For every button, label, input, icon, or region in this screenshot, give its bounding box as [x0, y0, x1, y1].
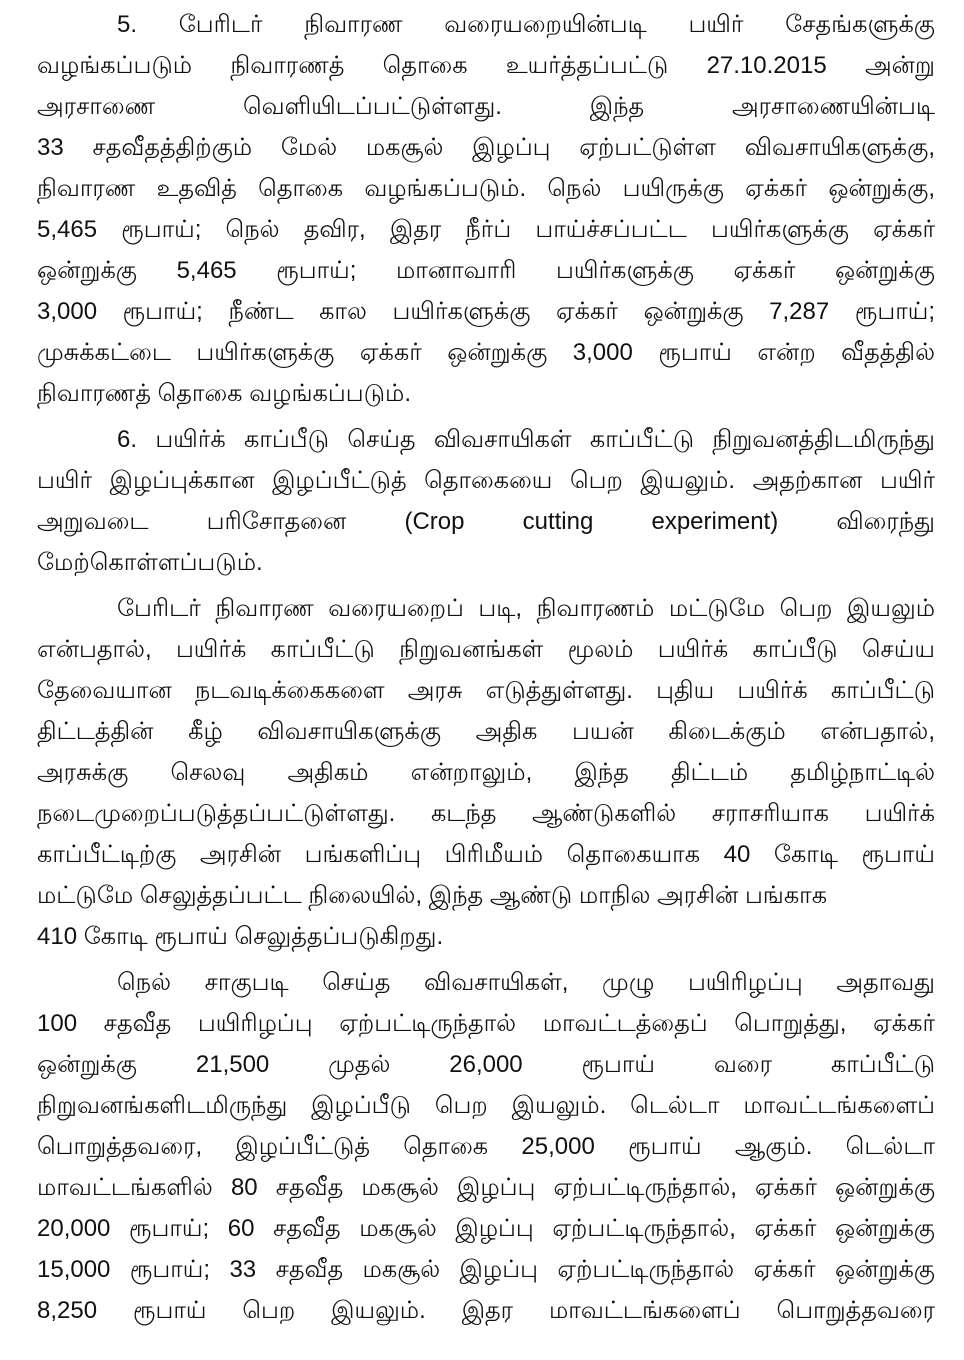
text-line: 100 சதவீத பயிரிழப்பு ஏற்பட்டிருந்தால் மாவட்டத்தைப் பொறுத்து, ஏக்கர் — [37, 1010, 935, 1037]
text-line: 3,000 ரூபாய்; நீண்ட கால பயிர்களுக்கு ஏக்கர் ஒன்றுக்கு 7,287 ரூபாய்; — [37, 298, 935, 325]
text-line: 410 கோடி ரூபாய் செலுத்தப்படுகிறது. — [37, 923, 444, 950]
text-line: முசுக்கட்டை பயிர்களுக்கு ஏக்கர் ஒன்றுக்கு 3,000 ரூபாய் என்ற வீதத்தில் — [37, 339, 935, 366]
text-line: பயிர் இழப்புக்கான இழப்பீட்டுத் தொகையை பெற இயலும். அதற்கான பயிர் — [37, 467, 935, 494]
text-line: நிறுவனங்களிடமிருந்து இழப்பீடு பெற இயலும். டெல்டா மாவட்டங்களைப் — [37, 1092, 935, 1119]
text-line: பொறுத்தவரை, இழப்பீட்டுத் தொகை 25,000 ரூபாய் ஆகும். டெல்டா — [37, 1133, 935, 1160]
text-line: ஒன்றுக்கு 5,465 ரூபாய்; மானாவாரி பயிர்களுக்கு ஏக்கர் ஒன்றுக்கு — [37, 257, 935, 284]
text-line: ஒன்றுக்கு 21,500 முதல் 26,000 ரூபாய் வரை காப்பீட்டு — [37, 1051, 935, 1078]
text-line: 8,250 ரூபாய் பெற இயலும். இதர மாவட்டங்களைப் பொறுத்தவரை — [37, 1297, 935, 1324]
text-line: காப்பீட்டிற்கு அரசின் பங்களிப்பு பிரிமீயம் தொகையாக 40 கோடி ரூபாய் — [37, 841, 935, 868]
text-line: 5,465 ரூபாய்; நெல் தவிர, இதர நீர்ப் பாய்ச்சப்பட்ட பயிர்களுக்கு ஏக்கர் — [37, 216, 935, 243]
text-line: 6. பயிர்க் காப்பீடு செய்த விவசாயிகள் காப்பீட்டு நிறுவனத்திடமிருந்து — [117, 426, 935, 453]
text-line: 33 சதவீதத்திற்கும் மேல் மகசூல் இழப்பு ஏற்பட்டுள்ள விவசாயிகளுக்கு, — [37, 134, 935, 161]
text-line: 15,000 ரூபாய்; 33 சதவீத மகசூல் இழப்பு ஏற்பட்டிருந்தால் ஏக்கர் ஒன்றுக்கு — [37, 1256, 935, 1283]
text-line: அரசுக்கு செலவு அதிகம் என்றாலும், இந்த திட்டம் தமிழ்நாட்டில் — [37, 759, 935, 786]
text-line: நிவாரண உதவித் தொகை வழங்கப்படும். நெல் பயிருக்கு ஏக்கர் ஒன்றுக்கு, — [37, 175, 935, 202]
text-line: பேரிடர் நிவாரண வரையறைப் படி, நிவாரணம் மட்டுமே பெற இயலும் — [117, 595, 935, 622]
text-line: தேவையான நடவடிக்கைகளை அரசு எடுத்துள்ளது. புதிய பயிர்க் காப்பீட்டு — [37, 677, 935, 704]
text-line: நெல் சாகுபடி செய்த விவசாயிகள், முழு பயிரிழப்பு அதாவது — [117, 969, 935, 996]
text-line: 20,000 ரூபாய்; 60 சதவீத மகசூல் இழப்பு ஏற்பட்டிருந்தால், ஏக்கர் ஒன்றுக்கு — [37, 1215, 935, 1242]
text-line: 5. பேரிடர் நிவாரண வரையறையின்படி பயிர் சேதங்களுக்கு — [117, 11, 935, 38]
text-line: அறுவடை பரிசோதனை (Crop cutting experiment) விரைந்து — [37, 508, 935, 535]
text-line: மாவட்டங்களில் 80 சதவீத மகசூல் இழப்பு ஏற்பட்டிருந்தால், ஏக்கர் ஒன்றுக்கு — [37, 1174, 935, 1201]
text-line: திட்டத்தின் கீழ் விவசாயிகளுக்கு அதிக பயன் கிடைக்கும் என்பதால், — [37, 718, 935, 745]
text-line: நடைமுறைப்படுத்தப்பட்டுள்ளது. கடந்த ஆண்டுகளில் சராசரியாக பயிர்க் — [37, 800, 935, 827]
text-line: நிவாரணத் தொகை வழங்கப்படும். — [37, 380, 411, 407]
text-line: வழங்கப்படும் நிவாரணத் தொகை உயர்த்தப்பட்டு 27.10.2015 அன்று — [37, 52, 935, 79]
text-line: அரசாணை வெளியிடப்பட்டுள்ளது. இந்த அரசாணையின்படி — [37, 93, 935, 120]
text-line: என்பதால், பயிர்க் காப்பீட்டு நிறுவனங்கள் மூலம் பயிர்க் காப்பீடு செய்ய — [37, 636, 935, 663]
text-line: மட்டுமே செலுத்தப்பட்ட நிலையில், இந்த ஆண்டு மாநில அரசின் பங்காக — [37, 882, 828, 909]
text-line: மேற்கொள்ளப்படும். — [37, 549, 263, 576]
